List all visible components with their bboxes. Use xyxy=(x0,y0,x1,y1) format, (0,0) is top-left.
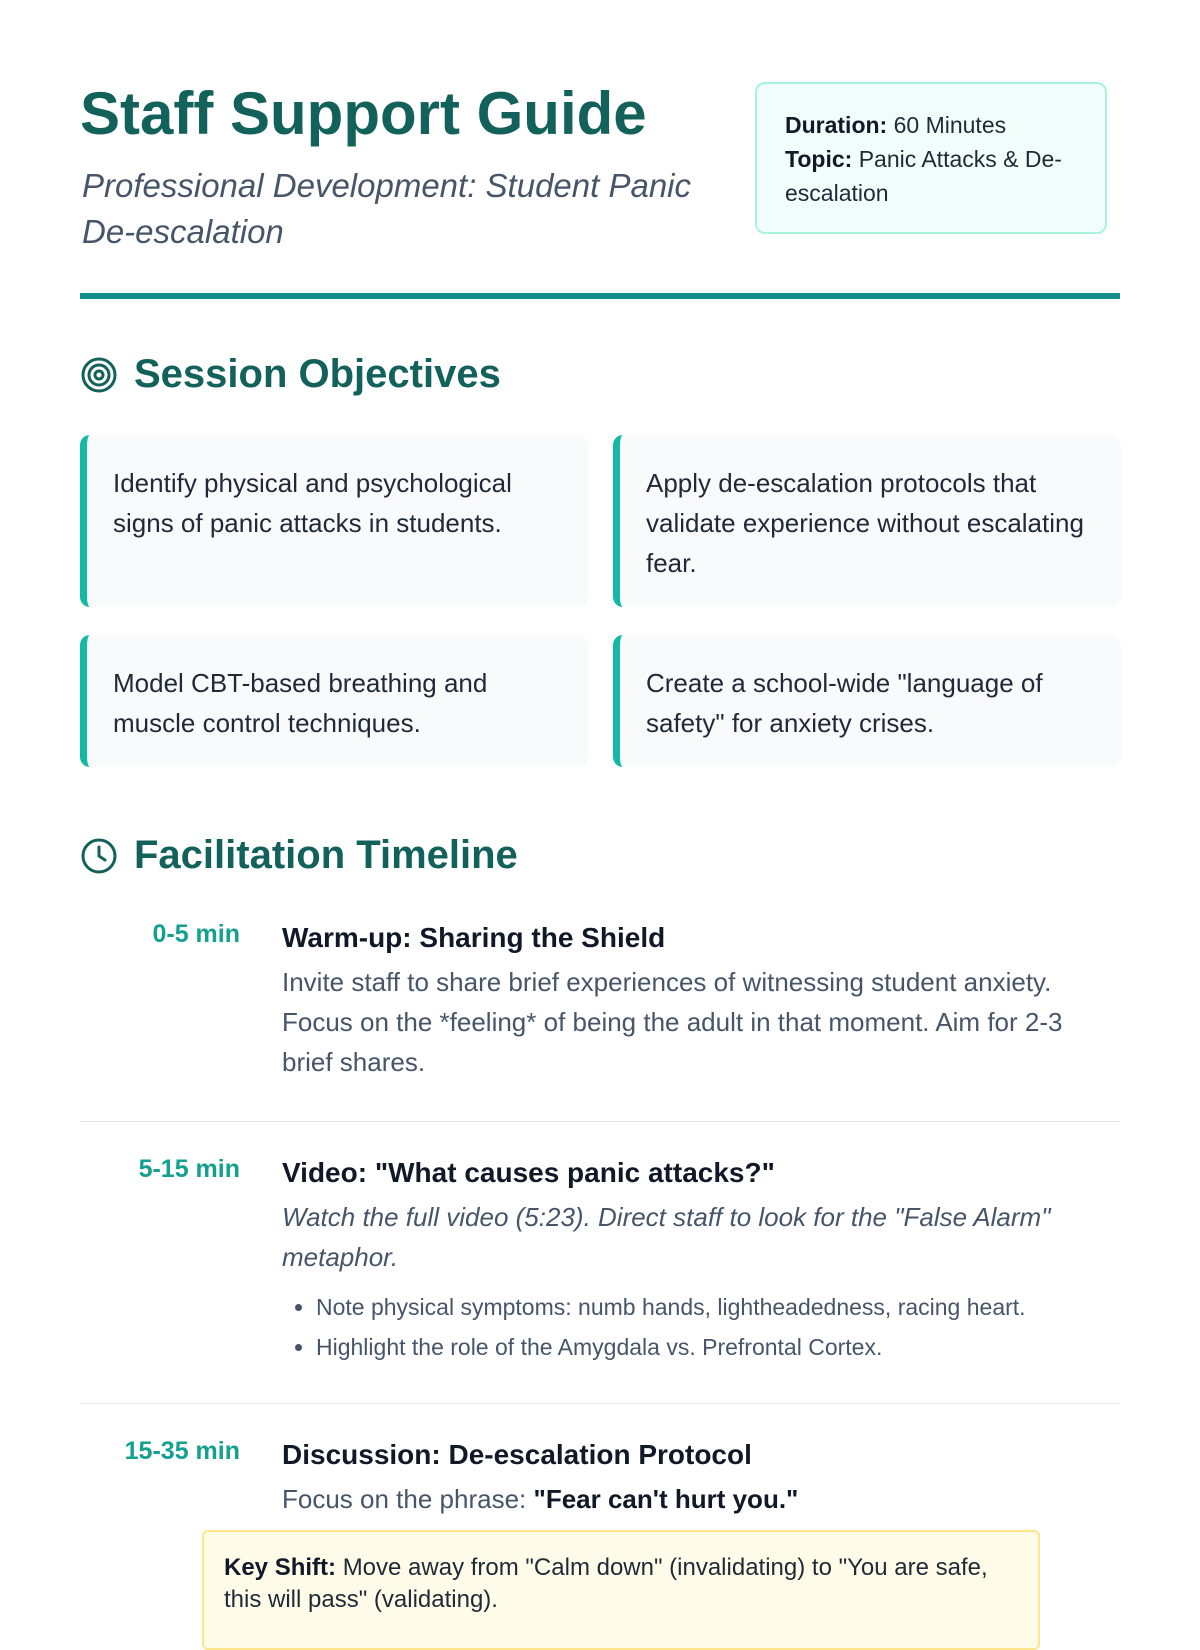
callout-label: Key Shift: xyxy=(224,1554,337,1581)
bullet-item: • Note physical symptoms: numb hands, lightheadedness, racing heart. xyxy=(316,1287,1120,1327)
timeline-heading-text: Facilitation Timeline xyxy=(134,833,518,877)
bullet-item: • Highlight the role of the Amygdala vs. Prefrontal Cortex. xyxy=(316,1327,1120,1367)
objectives-heading-text: Session Objectives xyxy=(134,352,501,396)
timeline-description: Invite staff to share brief experiences of witnessing student anxiety. Focus on the *feeling* of being the adult in that moment. Aim for 2-3 brief shares. xyxy=(282,967,1063,1077)
objective-card xyxy=(613,435,1121,607)
objective-card xyxy=(80,635,588,767)
duration-label: Duration: xyxy=(785,112,888,138)
key-shift-callout xyxy=(202,1530,1040,1650)
objective-card xyxy=(80,435,588,607)
header-divider xyxy=(80,293,1120,299)
target-icon xyxy=(80,356,118,394)
objective-text: Create a school-wide "language of safety" for anxiety crises. xyxy=(646,668,1043,738)
timeline-title: Warm-up: Sharing the Shield xyxy=(282,922,666,953)
objectives-heading xyxy=(80,352,501,397)
timeline-body xyxy=(282,1435,1120,1519)
timeline-body xyxy=(282,918,1120,1082)
timeline-heading xyxy=(80,833,518,878)
topic-row xyxy=(785,142,1077,210)
objective-text: Apply de-escalation protocols that validate experience without escalating fear. xyxy=(646,468,1084,578)
topic-label: Topic: xyxy=(785,146,853,172)
duration-row xyxy=(785,108,1077,142)
callout-text: Move away from "Calm down" (invalidating) to "You are safe, this will pass" (validating). xyxy=(224,1554,988,1613)
timeline-title: Discussion: De-escalation Protocol xyxy=(282,1439,752,1470)
page-title: Staff Support Guide xyxy=(80,80,647,147)
duration-value: 60 Minutes xyxy=(893,112,1007,138)
session-meta-box xyxy=(755,82,1107,234)
phrase-emphasis: "Fear can't hurt you." xyxy=(533,1484,799,1514)
objective-card xyxy=(613,635,1121,767)
objective-text: Model CBT-based breathing and muscle control techniques. xyxy=(113,668,488,738)
timeline-bullets xyxy=(282,1287,1120,1367)
timeline-time: 0-5 min xyxy=(152,920,240,948)
page-subtitle: Professional Development: Student Panic De-escalation xyxy=(82,167,692,250)
objective-text: Identify physical and psychological signs of panic attacks in students. xyxy=(113,468,512,538)
timeline-description xyxy=(282,1479,1120,1519)
timeline-title: Video: "What causes panic attacks?" xyxy=(282,1157,775,1188)
timeline-body xyxy=(282,1153,1120,1367)
timeline-divider xyxy=(80,1403,1120,1404)
topic-value: Panic Attacks & De-escalation xyxy=(785,146,1062,206)
timeline-time: 15-35 min xyxy=(124,1437,240,1465)
clock-icon xyxy=(80,837,118,875)
phrase-prefix: Focus on the phrase: xyxy=(282,1484,527,1514)
timeline-divider xyxy=(80,1121,1120,1122)
timeline-time: 5-15 min xyxy=(138,1155,240,1183)
timeline-description: Watch the full video (5:23). Direct staff to look for the "False Alarm" metaphor. xyxy=(282,1202,1051,1272)
